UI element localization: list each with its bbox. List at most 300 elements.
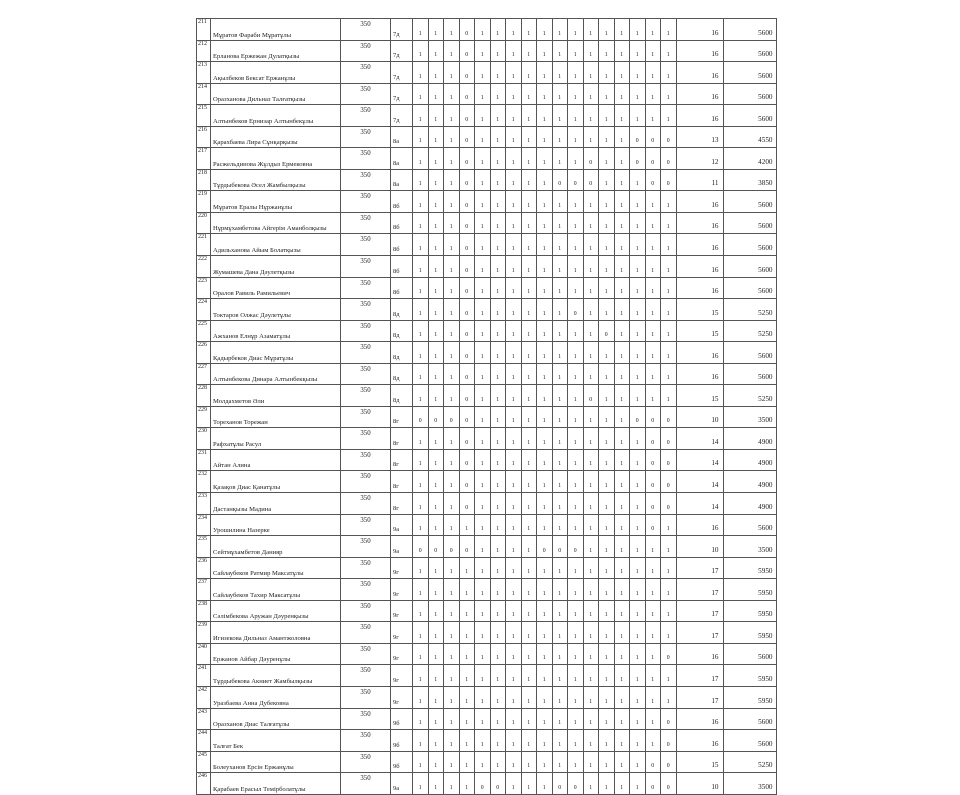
attendance-mark: 1 [614, 665, 630, 687]
attendance-mark: 1 [413, 622, 429, 644]
attendance-mark: 1 [490, 277, 506, 299]
attendance-mark: 1 [459, 751, 475, 773]
total-amount: 5600 [723, 708, 776, 730]
attendance-mark: 1 [614, 363, 630, 385]
class-grade: 9а [391, 773, 413, 795]
attendance-mark: 1 [428, 83, 444, 105]
student-name: Алтынбекова Динара Алтынбекқызы [211, 363, 341, 385]
unit-price: 350 [341, 514, 391, 536]
attendance-mark: 1 [599, 385, 615, 407]
attendance-mark: 1 [661, 557, 677, 579]
total-days: 14 [676, 449, 723, 471]
total-amount: 5950 [723, 600, 776, 622]
unit-price: 350 [341, 449, 391, 471]
total-amount: 5950 [723, 665, 776, 687]
attendance-mark: 1 [521, 600, 537, 622]
total-days: 15 [676, 385, 723, 407]
attendance-mark: 0 [661, 471, 677, 493]
attendance-mark: 1 [444, 665, 460, 687]
table-row [197, 406, 777, 428]
attendance-mark: 1 [661, 83, 677, 105]
class-grade: 8г [391, 449, 413, 471]
attendance-mark: 1 [645, 62, 661, 84]
attendance-mark: 1 [413, 557, 429, 579]
total-amount: 5600 [723, 277, 776, 299]
attendance-mark: 1 [506, 148, 522, 170]
total-amount: 5600 [723, 19, 776, 41]
attendance-mark: 1 [630, 686, 646, 708]
attendance-mark: 1 [490, 643, 506, 665]
attendance-mark: 1 [614, 536, 630, 558]
attendance-mark: 1 [490, 342, 506, 364]
attendance-mark: 1 [428, 62, 444, 84]
attendance-mark: 1 [614, 126, 630, 148]
attendance-mark: 1 [661, 277, 677, 299]
class-grade: 9б [391, 751, 413, 773]
total-days: 15 [676, 751, 723, 773]
student-name: Сайлаубеков Ратмир Максатұлы [211, 557, 341, 579]
attendance-mark: 1 [475, 622, 491, 644]
attendance-mark: 1 [568, 751, 584, 773]
row-number: 219 [197, 191, 211, 213]
attendance-mark: 1 [428, 773, 444, 795]
attendance-mark: 1 [475, 19, 491, 41]
attendance-mark: 0 [661, 493, 677, 515]
class-grade: 9г [391, 557, 413, 579]
attendance-mark: 1 [444, 557, 460, 579]
attendance-mark: 1 [490, 19, 506, 41]
attendance-mark: 0 [645, 406, 661, 428]
total-days: 17 [676, 600, 723, 622]
attendance-mark: 1 [630, 600, 646, 622]
student-name: Болеуханов Ерсін Ержанұлы [211, 751, 341, 773]
attendance-mark: 1 [521, 62, 537, 84]
attendance-mark: 0 [444, 406, 460, 428]
attendance-mark: 1 [413, 126, 429, 148]
attendance-mark: 1 [552, 83, 568, 105]
attendance-mark: 1 [428, 277, 444, 299]
table-row [197, 449, 777, 471]
attendance-mark: 1 [459, 730, 475, 752]
attendance-mark: 1 [599, 471, 615, 493]
total-amount: 3500 [723, 536, 776, 558]
attendance-mark: 1 [506, 320, 522, 342]
attendance-mark: 1 [614, 105, 630, 127]
unit-price: 350 [341, 62, 391, 84]
attendance-mark: 1 [521, 320, 537, 342]
total-days: 16 [676, 40, 723, 62]
attendance-mark: 1 [537, 342, 553, 364]
attendance-mark: 1 [583, 62, 599, 84]
attendance-mark: 1 [599, 40, 615, 62]
attendance-mark: 1 [552, 191, 568, 213]
attendance-mark: 1 [630, 19, 646, 41]
unit-price: 350 [341, 234, 391, 256]
attendance-mark: 1 [444, 471, 460, 493]
attendance-mark: 1 [475, 428, 491, 450]
attendance-mark: 1 [583, 600, 599, 622]
total-amount: 5250 [723, 320, 776, 342]
class-grade: 7д [391, 40, 413, 62]
attendance-mark: 1 [521, 751, 537, 773]
attendance-mark: 1 [645, 83, 661, 105]
unit-price: 350 [341, 105, 391, 127]
attendance-mark: 1 [506, 19, 522, 41]
unit-price: 350 [341, 557, 391, 579]
student-name: Ержанов Айбар Дәуренұлы [211, 643, 341, 665]
attendance-mark: 1 [413, 686, 429, 708]
attendance-mark: 1 [552, 385, 568, 407]
row-number: 244 [197, 730, 211, 752]
attendance-mark: 1 [630, 449, 646, 471]
class-grade: 8б [391, 212, 413, 234]
attendance-mark: 1 [413, 773, 429, 795]
attendance-mark: 1 [413, 428, 429, 450]
row-number: 233 [197, 493, 211, 515]
attendance-mark: 1 [444, 773, 460, 795]
attendance-mark: 1 [645, 557, 661, 579]
row-number: 240 [197, 643, 211, 665]
attendance-mark: 1 [413, 277, 429, 299]
table-row [197, 708, 777, 730]
attendance-mark: 1 [428, 342, 444, 364]
class-grade: 9а [391, 536, 413, 558]
attendance-mark: 1 [475, 62, 491, 84]
attendance-mark: 1 [583, 105, 599, 127]
class-grade: 8г [391, 406, 413, 428]
attendance-mark: 1 [444, 708, 460, 730]
class-grade: 9г [391, 686, 413, 708]
attendance-mark: 0 [645, 751, 661, 773]
attendance-mark: 1 [599, 686, 615, 708]
unit-price: 350 [341, 299, 391, 321]
attendance-mark: 1 [490, 105, 506, 127]
table-row [197, 514, 777, 536]
class-grade: 9г [391, 643, 413, 665]
total-amount: 5600 [723, 40, 776, 62]
attendance-mark: 1 [583, 708, 599, 730]
total-amount: 5250 [723, 299, 776, 321]
attendance-mark: 1 [428, 105, 444, 127]
total-amount: 5600 [723, 256, 776, 278]
attendance-mark: 1 [413, 191, 429, 213]
attendance-mark: 1 [490, 708, 506, 730]
table-row [197, 83, 777, 105]
attendance-mark: 1 [599, 751, 615, 773]
attendance-mark: 1 [583, 730, 599, 752]
attendance-mark: 1 [521, 277, 537, 299]
attendance-mark: 1 [568, 148, 584, 170]
attendance-mark: 1 [444, 385, 460, 407]
total-days: 16 [676, 342, 723, 364]
student-name: Сейтмұхамбетов Данияр [211, 536, 341, 558]
attendance-mark: 1 [630, 557, 646, 579]
total-days: 17 [676, 579, 723, 601]
attendance-mark: 0 [661, 148, 677, 170]
attendance-mark: 1 [475, 234, 491, 256]
attendance-mark: 1 [506, 62, 522, 84]
attendance-mark: 1 [521, 212, 537, 234]
total-days: 16 [676, 730, 723, 752]
attendance-mark: 1 [490, 600, 506, 622]
attendance-mark: 0 [661, 428, 677, 450]
attendance-mark: 1 [552, 406, 568, 428]
total-days: 17 [676, 622, 723, 644]
attendance-mark: 1 [428, 256, 444, 278]
attendance-mark: 0 [459, 406, 475, 428]
attendance-mark: 1 [490, 406, 506, 428]
total-amount: 5600 [723, 730, 776, 752]
student-name: Ажханов Елнұр Азаматұлы [211, 320, 341, 342]
row-number: 211 [197, 19, 211, 41]
attendance-mark: 0 [459, 105, 475, 127]
attendance-mark: 1 [599, 708, 615, 730]
attendance-mark: 1 [428, 126, 444, 148]
attendance-mark: 0 [661, 126, 677, 148]
attendance-mark: 1 [614, 493, 630, 515]
class-grade: 9г [391, 622, 413, 644]
attendance-mark: 1 [599, 406, 615, 428]
attendance-mark: 1 [568, 686, 584, 708]
attendance-mark: 1 [444, 191, 460, 213]
total-amount: 5950 [723, 579, 776, 601]
attendance-mark: 1 [459, 665, 475, 687]
total-amount: 5600 [723, 212, 776, 234]
attendance-mark: 1 [428, 148, 444, 170]
attendance-mark: 1 [490, 83, 506, 105]
attendance-mark: 1 [521, 191, 537, 213]
attendance-mark: 1 [428, 622, 444, 644]
table-row [197, 428, 777, 450]
attendance-mark: 1 [506, 686, 522, 708]
attendance-mark: 1 [475, 536, 491, 558]
attendance-mark: 1 [444, 62, 460, 84]
attendance-mark: 1 [630, 385, 646, 407]
attendance-mark: 1 [413, 105, 429, 127]
attendance-mark: 1 [413, 299, 429, 321]
attendance-mark: 1 [413, 514, 429, 536]
total-amount: 5600 [723, 83, 776, 105]
attendance-mark: 1 [475, 105, 491, 127]
attendance-mark: 1 [444, 105, 460, 127]
attendance-mark: 1 [537, 148, 553, 170]
total-days: 14 [676, 493, 723, 515]
attendance-mark: 0 [459, 148, 475, 170]
attendance-mark: 0 [459, 428, 475, 450]
row-number: 225 [197, 320, 211, 342]
attendance-mark: 1 [630, 493, 646, 515]
attendance-mark: 1 [506, 169, 522, 191]
attendance-mark: 1 [444, 342, 460, 364]
attendance-mark: 1 [475, 342, 491, 364]
class-grade: 7д [391, 83, 413, 105]
attendance-mark: 1 [599, 277, 615, 299]
table-row [197, 493, 777, 515]
class-grade: 7д [391, 105, 413, 127]
attendance-mark: 1 [428, 600, 444, 622]
row-number: 231 [197, 449, 211, 471]
attendance-mark: 1 [568, 320, 584, 342]
attendance-mark: 1 [537, 730, 553, 752]
attendance-mark: 1 [568, 342, 584, 364]
attendance-mark: 1 [599, 428, 615, 450]
total-amount: 5600 [723, 363, 776, 385]
table-row [197, 773, 777, 795]
attendance-mark: 1 [599, 62, 615, 84]
unit-price: 350 [341, 730, 391, 752]
attendance-mark: 1 [614, 19, 630, 41]
attendance-mark: 1 [630, 536, 646, 558]
student-name: Молдахметов Әли [211, 385, 341, 407]
attendance-mark: 1 [614, 579, 630, 601]
attendance-mark: 1 [630, 773, 646, 795]
attendance-mark: 1 [599, 191, 615, 213]
attendance-mark: 1 [552, 471, 568, 493]
unit-price: 350 [341, 148, 391, 170]
attendance-mark: 1 [552, 730, 568, 752]
attendance-mark: 0 [459, 212, 475, 234]
attendance-mark: 1 [413, 320, 429, 342]
attendance-mark: 1 [614, 773, 630, 795]
attendance-mark: 1 [583, 363, 599, 385]
row-number: 227 [197, 363, 211, 385]
attendance-mark: 1 [537, 428, 553, 450]
row-number: 237 [197, 579, 211, 601]
attendance-mark: 1 [599, 169, 615, 191]
attendance-mark: 1 [537, 299, 553, 321]
attendance-mark: 1 [614, 751, 630, 773]
attendance-mark: 1 [552, 62, 568, 84]
attendance-mark: 1 [413, 665, 429, 687]
attendance-mark: 1 [661, 536, 677, 558]
attendance-mark: 1 [521, 730, 537, 752]
attendance-mark: 0 [459, 256, 475, 278]
total-days: 15 [676, 320, 723, 342]
attendance-mark: 0 [645, 126, 661, 148]
row-number: 222 [197, 256, 211, 278]
attendance-mark: 1 [583, 471, 599, 493]
attendance-mark: 0 [645, 493, 661, 515]
attendance-mark: 0 [413, 406, 429, 428]
attendance-mark: 1 [475, 665, 491, 687]
attendance-mark: 1 [506, 514, 522, 536]
attendance-mark: 1 [630, 169, 646, 191]
attendance-mark: 0 [661, 169, 677, 191]
attendance-mark: 1 [428, 385, 444, 407]
attendance-mark: 1 [630, 622, 646, 644]
attendance-mark: 1 [661, 191, 677, 213]
attendance-mark: 1 [475, 40, 491, 62]
total-days: 14 [676, 471, 723, 493]
attendance-mark: 1 [490, 256, 506, 278]
unit-price: 350 [341, 363, 391, 385]
student-name: Игизекова Дильназ Амантжоловна [211, 622, 341, 644]
attendance-mark: 1 [413, 256, 429, 278]
attendance-mark: 1 [428, 428, 444, 450]
attendance-mark: 1 [490, 536, 506, 558]
attendance-mark: 1 [413, 643, 429, 665]
attendance-mark: 1 [444, 148, 460, 170]
attendance-mark: 1 [444, 730, 460, 752]
total-amount: 5600 [723, 105, 776, 127]
attendance-mark: 1 [413, 363, 429, 385]
attendance-mark: 1 [537, 385, 553, 407]
attendance-mark: 0 [475, 773, 491, 795]
attendance-mark: 0 [459, 385, 475, 407]
attendance-mark: 1 [459, 514, 475, 536]
attendance-mark: 1 [521, 643, 537, 665]
attendance-mark: 1 [475, 579, 491, 601]
attendance-mark: 1 [614, 385, 630, 407]
attendance-mark: 1 [614, 406, 630, 428]
attendance-mark: 1 [583, 449, 599, 471]
attendance-mark: 1 [599, 579, 615, 601]
attendance-mark: 0 [459, 471, 475, 493]
attendance-mark: 1 [552, 19, 568, 41]
attendance-mark: 1 [475, 686, 491, 708]
attendance-mark: 1 [537, 212, 553, 234]
attendance-mark: 1 [428, 299, 444, 321]
unit-price: 350 [341, 342, 391, 364]
attendance-mark: 1 [428, 557, 444, 579]
row-number: 239 [197, 622, 211, 644]
attendance-mark: 1 [661, 385, 677, 407]
attendance-mark: 1 [521, 234, 537, 256]
document-page [196, 18, 773, 793]
attendance-mark: 1 [475, 148, 491, 170]
attendance-mark: 1 [645, 665, 661, 687]
student-name: Қарабаев Ерасыл Темірболатұлы [211, 773, 341, 795]
total-days: 15 [676, 299, 723, 321]
total-amount: 5600 [723, 234, 776, 256]
attendance-mark: 1 [475, 406, 491, 428]
total-days: 11 [676, 169, 723, 191]
unit-price: 350 [341, 471, 391, 493]
attendance-mark: 1 [475, 471, 491, 493]
attendance-mark: 1 [552, 363, 568, 385]
unit-price: 350 [341, 428, 391, 450]
attendance-mark: 0 [459, 126, 475, 148]
attendance-mark: 1 [506, 406, 522, 428]
total-amount: 5250 [723, 751, 776, 773]
attendance-mark: 0 [459, 83, 475, 105]
table-row [197, 105, 777, 127]
attendance-mark: 1 [583, 277, 599, 299]
student-name: Қазақов Диас Қанатұлы [211, 471, 341, 493]
total-amount: 3850 [723, 169, 776, 191]
total-days: 16 [676, 363, 723, 385]
attendance-mark: 1 [475, 493, 491, 515]
attendance-mark: 1 [568, 514, 584, 536]
attendance-mark: 1 [568, 708, 584, 730]
attendance-mark: 1 [614, 212, 630, 234]
attendance-mark: 1 [521, 557, 537, 579]
attendance-mark: 1 [661, 342, 677, 364]
unit-price: 350 [341, 773, 391, 795]
class-grade: 9г [391, 600, 413, 622]
attendance-mark: 1 [459, 622, 475, 644]
attendance-mark: 1 [475, 514, 491, 536]
total-days: 17 [676, 557, 723, 579]
attendance-mark: 1 [661, 514, 677, 536]
attendance-mark: 0 [568, 536, 584, 558]
attendance-mark: 1 [475, 212, 491, 234]
attendance-mark: 1 [475, 191, 491, 213]
attendance-mark: 1 [614, 514, 630, 536]
class-grade: 8б [391, 234, 413, 256]
attendance-mark: 1 [537, 643, 553, 665]
attendance-mark: 1 [599, 449, 615, 471]
